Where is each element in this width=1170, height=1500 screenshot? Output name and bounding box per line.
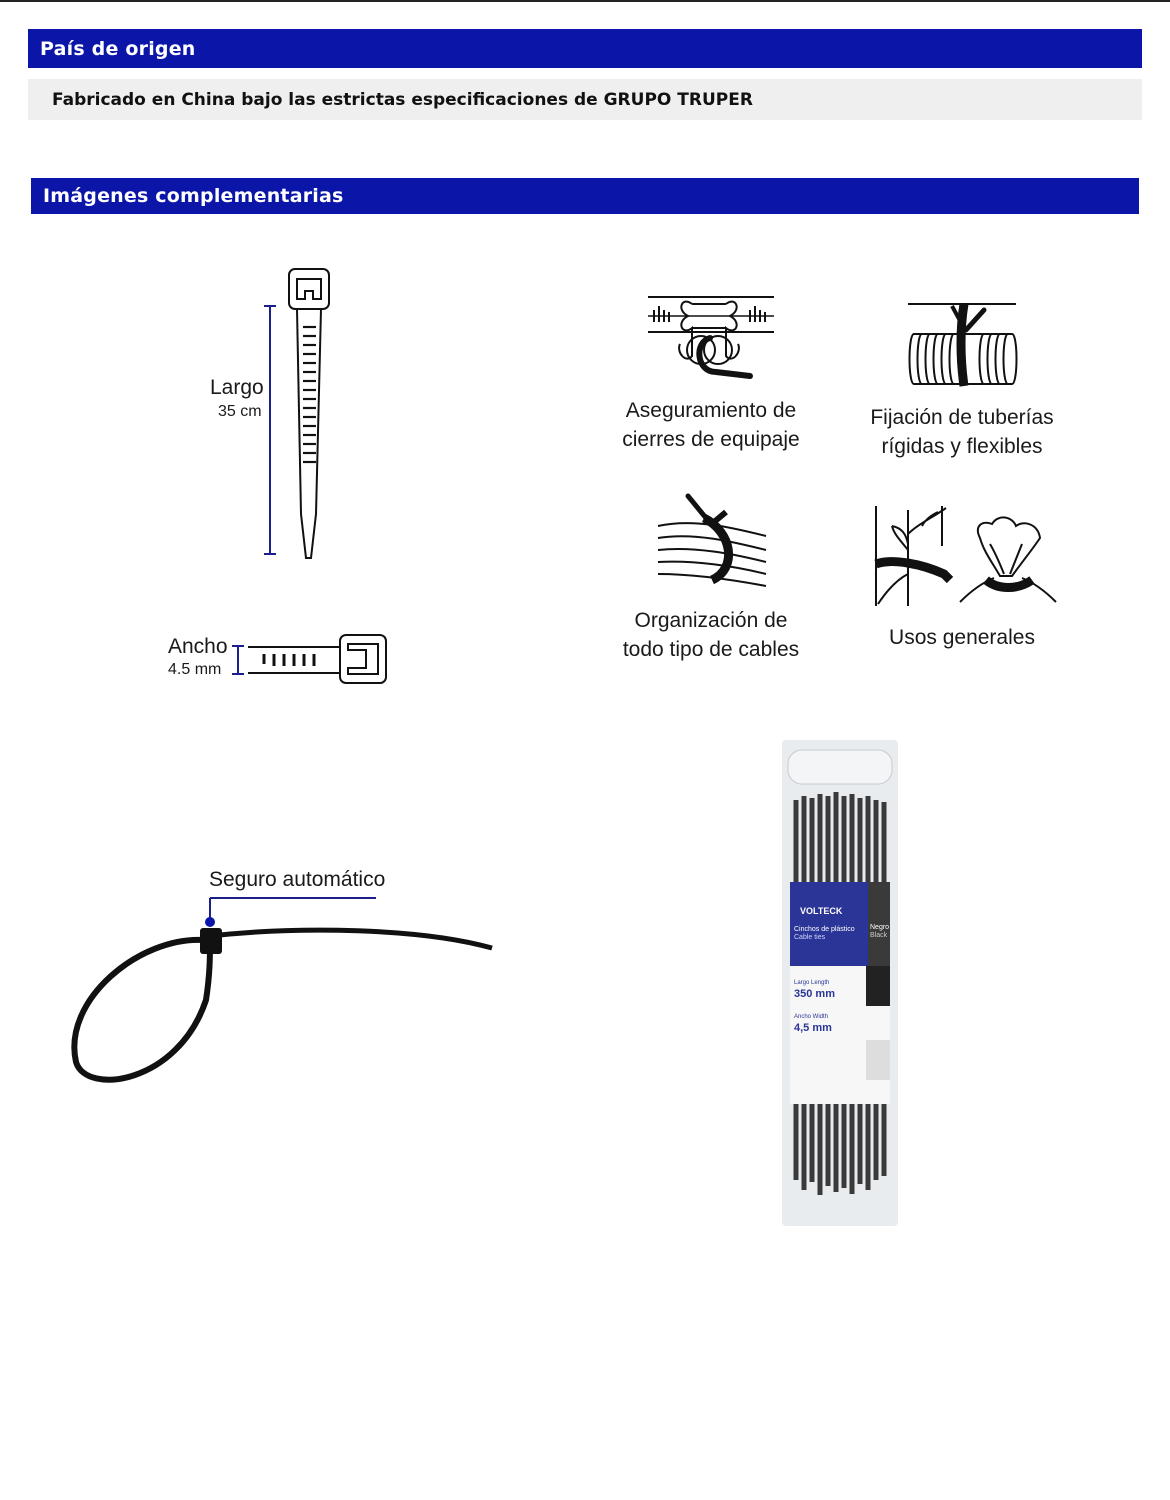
use-caption-line: Usos generales [889, 626, 1035, 649]
package-brand: VOLTECK [800, 906, 843, 916]
luggage-closure-icon [646, 292, 778, 388]
use-caption-luggage [600, 396, 822, 454]
package-color: Negro [870, 924, 890, 931]
top-rule [0, 0, 1170, 2]
images-heading: Imágenes complementarias [43, 185, 344, 207]
package-length-label: Largo Length [794, 980, 830, 986]
lock-label: Seguro automático [209, 868, 386, 891]
cable-tie-width-diagram [228, 630, 390, 688]
origin-row [28, 79, 1142, 120]
width-value: 4.5 mm [168, 661, 222, 678]
package-product-en: Cable ties [794, 934, 826, 941]
use-caption-line: Organización de [634, 609, 788, 632]
origin-text: Fabricado en China bajo las estrictas especificaciones de GRUPO TRUPER [52, 89, 753, 110]
product-package-photo [782, 740, 898, 1226]
use-caption-general [852, 623, 1072, 652]
package-width-value: 4,5 mm [794, 1022, 832, 1034]
images-heading-bar [31, 178, 1139, 214]
use-caption-cables [600, 606, 822, 664]
package-width-label: Ancho Width [794, 1014, 829, 1020]
length-value: 35 cm [218, 403, 262, 420]
package-color-en: Black [870, 932, 888, 939]
use-caption-line: rígidas y flexibles [881, 435, 1043, 458]
use-caption-line: cierres de equipaje [622, 428, 800, 451]
origin-heading: País de origen [40, 37, 196, 60]
cable-tie-length-diagram [250, 262, 340, 564]
package-product: Cinchos de plástico [794, 926, 855, 933]
cable-organization-icon [654, 488, 770, 588]
general-uses-icon [872, 504, 1058, 608]
origin-heading-bar [28, 29, 1142, 68]
package-length-value: 350 mm [794, 988, 835, 1000]
use-caption-line: Fijación de tuberías [870, 406, 1054, 429]
cable-tie-loop-diagram [60, 890, 500, 1090]
use-caption-line: Aseguramiento de [625, 399, 797, 422]
pipe-fixing-icon [904, 298, 1020, 390]
length-label: Largo [210, 376, 264, 399]
use-caption-pipes [852, 403, 1072, 461]
use-caption-line: todo tipo de cables [622, 638, 800, 661]
width-label: Ancho [168, 635, 228, 658]
